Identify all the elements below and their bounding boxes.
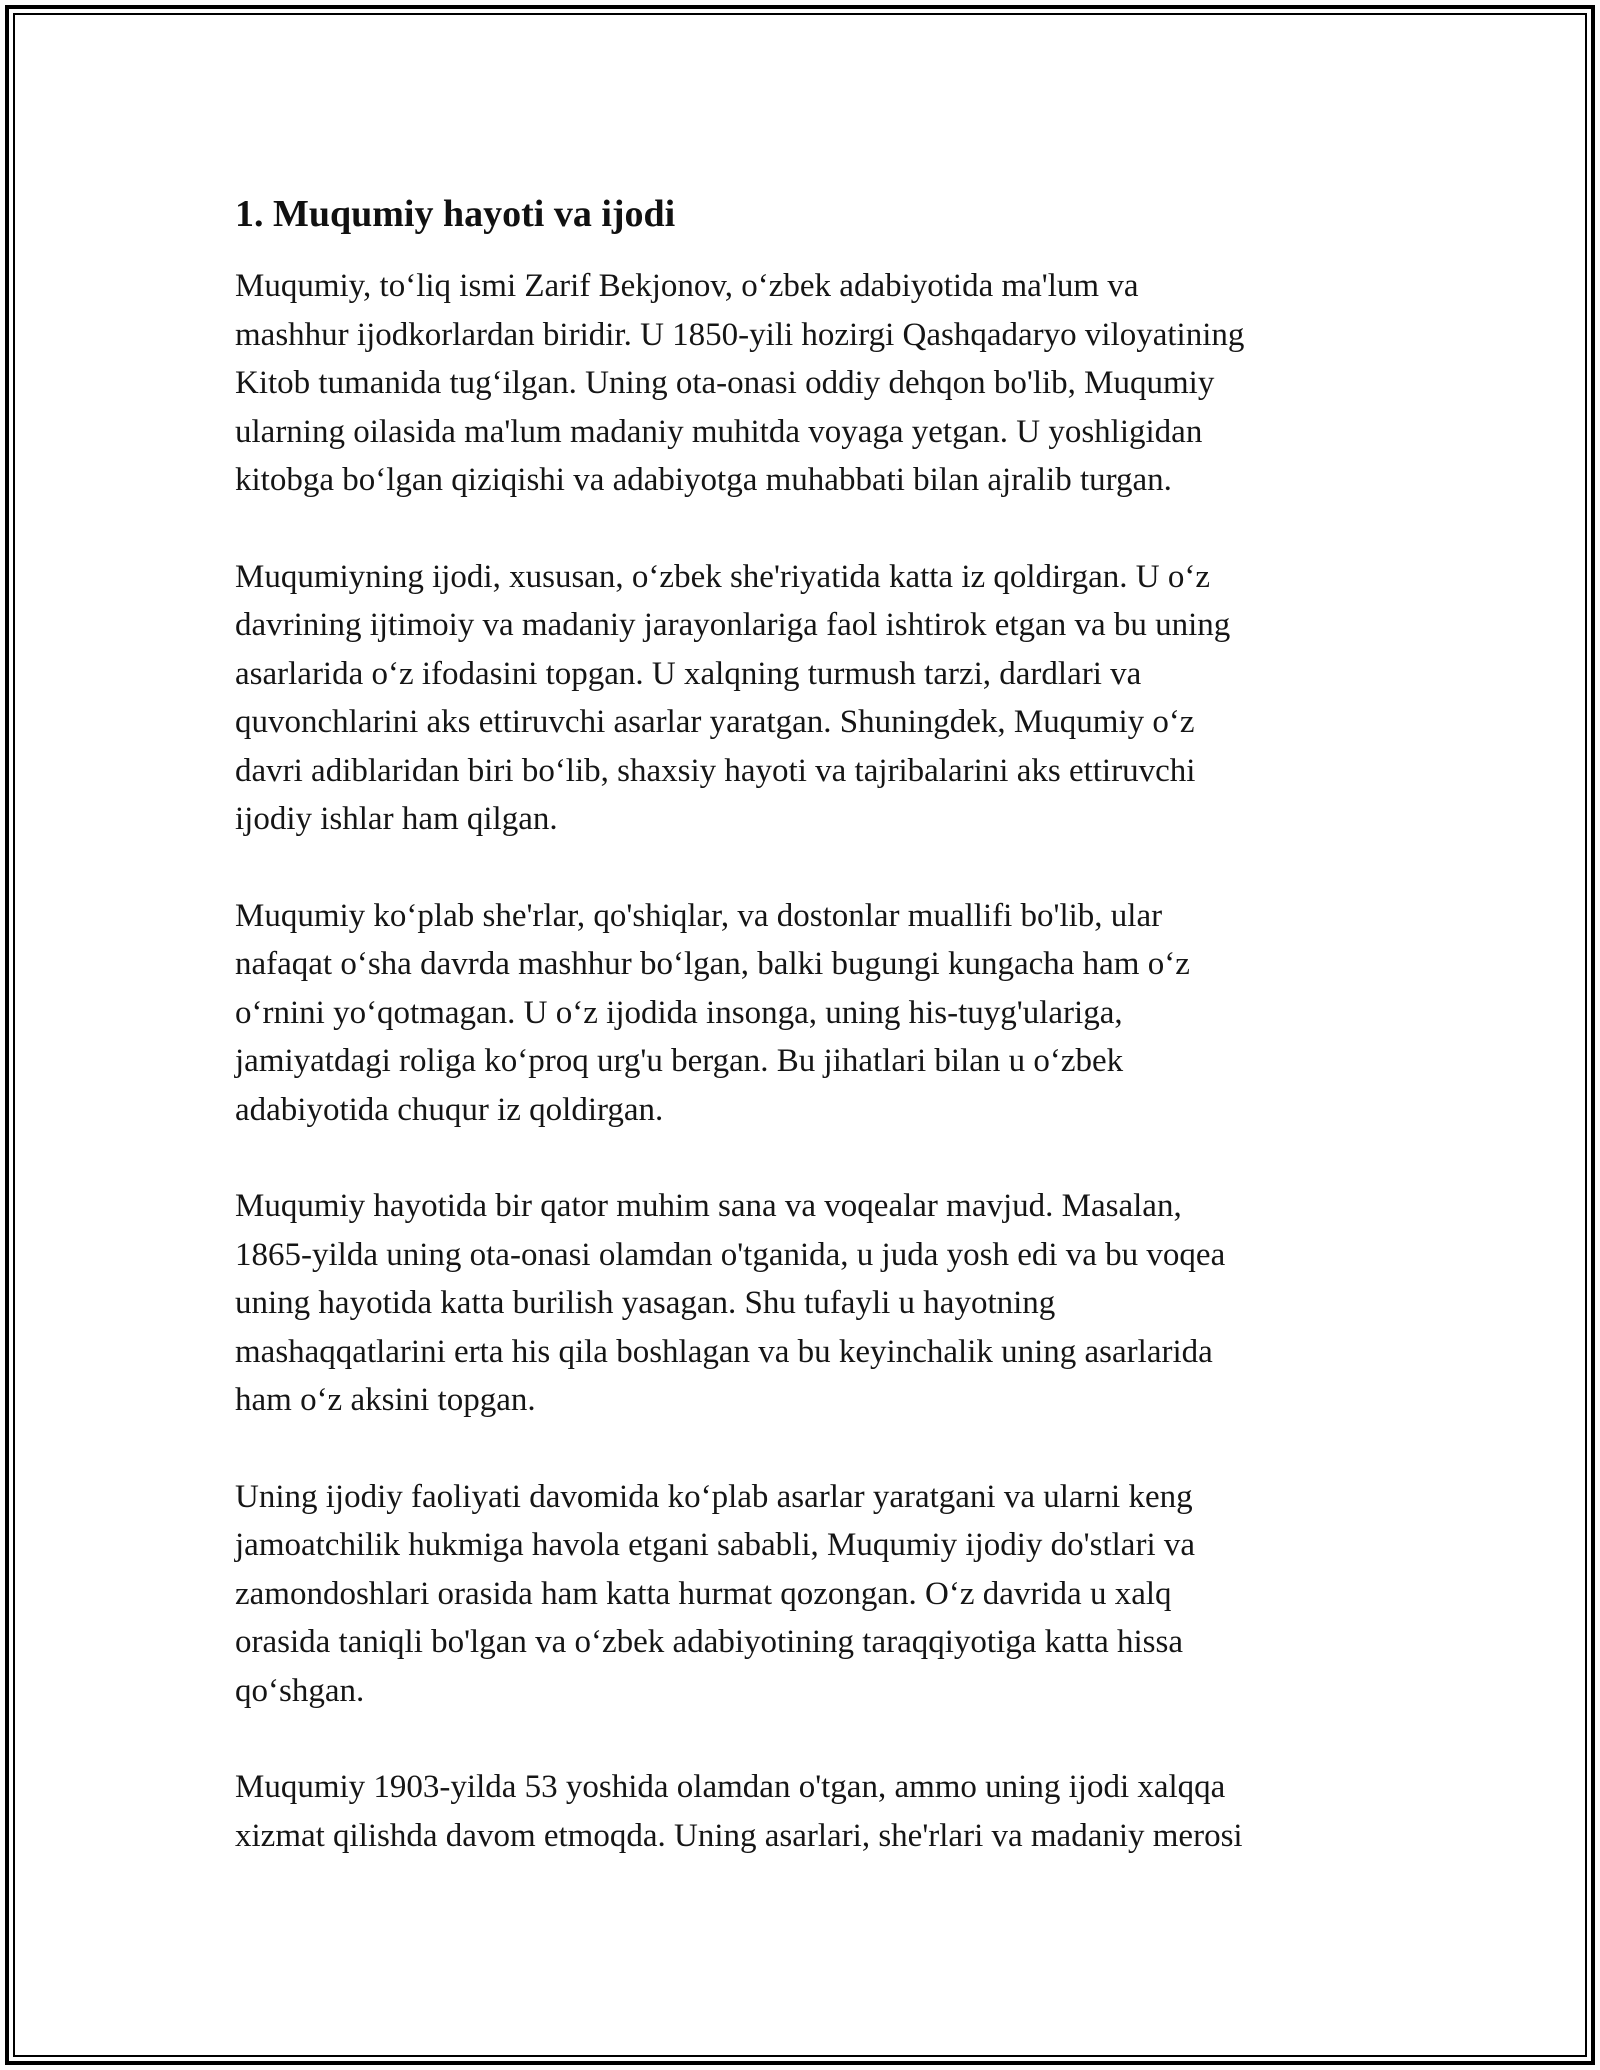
paragraph-1: Muqumiy, to‘liq ismi Zarif Bekjonov, o‘zbek adabiyotida ma'lum va mashhur ijodkorlardan biridir. U 1850-yili hozirgi Qashqadaryo viloyatining Kitob tumanida tug‘ilgan. Uning ota-onasi oddiy dehqon bo'lib, Muqumiy ularning oilasida ma'lum madaniy muhitda voyaga yetgan. U yoshligidan kitobga bo‘lgan qiziqishi va adabiyotga muhabbati bilan ajralib turgan.: [235, 268, 1245, 498]
paragraph-6: Muqumiy 1903-yilda 53 yoshida olamdan o'tgan, ammo uning ijodi xalqqa xizmat qilishda davom etmoqda. Uning asarlari, she'rlari va madaniy merosi: [235, 1769, 1243, 1854]
paragraph-4: Muqumiy hayotida bir qator muhim sana va voqealar mavjud. Masalan, 1865-yilda uning ota-onasi olamdan o'tganida, u juda yosh edi va bu voqea uning hayotida katta burilish yasagan. Shu tufayli u hayotning mashaqqatlarini erta his qila boshlagan va bu keyinchalik uning asarlarida ham o‘z aksini topgan.: [235, 1188, 1226, 1418]
paragraph-2: Muqumiyning ijodi, xususan, o‘zbek she'riyatida katta iz qoldirgan. U o‘z davrining ijtimoiy va madaniy jarayonlariga faol ishtirok etgan va bu uning asarlarida o‘z ifodasini topgan. U xalqning turmush tarzi, dardlari va quvonchlarini aks ettiruvchi asarlar yaratgan. Shuningdek, Muqumiy o‘z davri adiblaridan biri bo‘lib, shaxsiy hayoti va tajribalarini aks ettiruvchi ijodiy ishlar ham qilgan.: [235, 558, 1231, 837]
document-body: [235, 186, 1365, 1908]
paragraph-3: Muqumiy ko‘plab she'rlar, qo'shiqlar, va dostonlar muallifi bo'lib, ular nafaqat o‘sha davrda mashhur bo‘lgan, balki bugungi kungacha ham o‘z o‘rnini yo‘qotmagan. U o‘z ijodida insonga, uning his-tuyg'ulariga, jamiyatdagi roliga ko‘proq urg'u bergan. Bu jihatlari bilan u o‘zbek adabiyotida chuqur iz qoldirgan.: [235, 897, 1190, 1128]
paragraph-5: Uning ijodiy faoliyati davomida ko‘plab asarlar yaratgani va ularni keng jamoatchilik hukmiga havola etgani sababli, Muqumiy ijodiy do'stlari va zamondoshlari orasida ham katta hurmat qozongan. O‘z davrida u xalq orasida taniqli bo'lgan va o‘zbek adabiyotining taraqqiyotiga katta hissa qo‘shgan.: [235, 1478, 1196, 1709]
section-heading: 1. Muqumiy hayoti va ijodi: [235, 193, 676, 235]
